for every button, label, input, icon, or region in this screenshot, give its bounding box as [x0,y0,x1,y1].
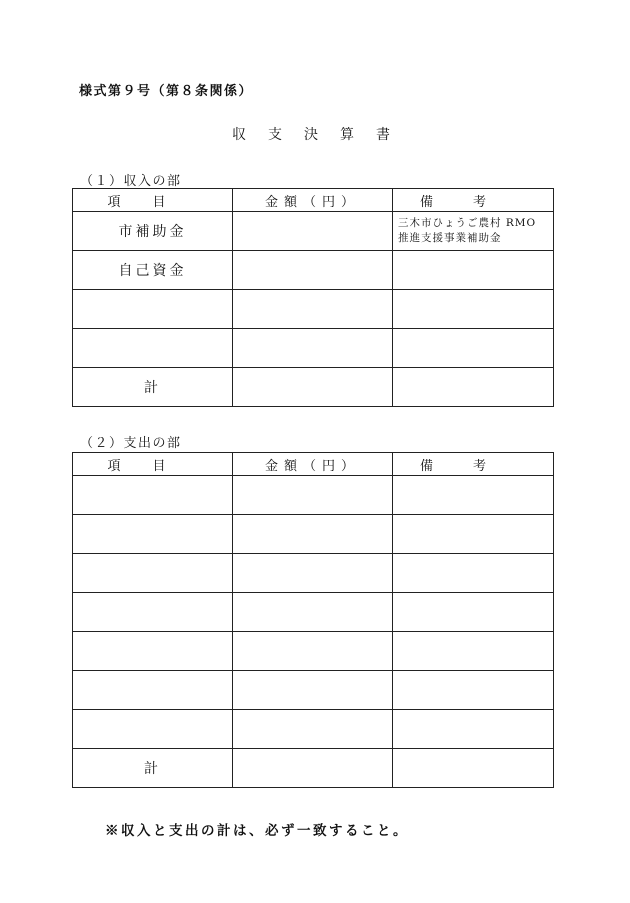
expense-amount-cell[interactable] [233,593,393,632]
income-table [72,188,554,407]
expense-remarks-cell[interactable] [393,554,554,593]
income-total-row [73,368,554,407]
expense-remarks-cell[interactable] [393,632,554,671]
income-header-remarks: 備考 [393,189,554,212]
expense-item-cell[interactable] [73,476,233,515]
income-item-cell[interactable]: 市補助金 [73,212,233,251]
table-row [73,554,554,593]
income-remarks-cell[interactable] [393,251,554,290]
expense-header-amount: 金額（円） [233,453,393,476]
expense-table [72,452,554,788]
table-row [73,632,554,671]
income-total-amount[interactable] [233,368,393,407]
expense-amount-cell[interactable] [233,710,393,749]
income-item-cell[interactable] [73,329,233,368]
income-section-heading: （１）収入の部 [80,174,182,189]
income-remarks-cell[interactable] [393,329,554,368]
remarks-line: 推進支援事業補助金 [398,232,502,244]
income-remarks-cell[interactable] [393,290,554,329]
income-remarks-cell[interactable] [393,212,554,251]
expense-amount-cell[interactable] [233,554,393,593]
expense-header-remarks: 備考 [393,453,554,476]
expense-item-cell[interactable] [73,515,233,554]
table-row [73,329,554,368]
table-row [73,671,554,710]
expense-amount-cell[interactable] [233,632,393,671]
expense-item-cell[interactable] [73,593,233,632]
remarks-line: 三木市ひょうご農村 RMO [398,217,537,229]
income-item-cell[interactable] [73,290,233,329]
table-row [73,593,554,632]
income-amount-cell[interactable] [233,329,393,368]
expense-amount-cell[interactable] [233,476,393,515]
income-amount-cell[interactable] [233,290,393,329]
page-title: 収支決算書 [232,127,412,143]
expense-remarks-cell[interactable] [393,593,554,632]
expense-amount-cell[interactable] [233,671,393,710]
expense-remarks-cell[interactable] [393,671,554,710]
income-total-label: 計 [73,368,233,407]
table-row [73,290,554,329]
income-header-row [73,189,554,212]
expense-item-cell[interactable] [73,671,233,710]
table-row [73,476,554,515]
table-row [73,710,554,749]
expense-item-cell[interactable] [73,554,233,593]
expense-total-amount[interactable] [233,749,393,788]
expense-remarks-cell[interactable] [393,476,554,515]
expense-item-cell[interactable] [73,710,233,749]
form-number: 様式第９号（第８条関係） [79,84,254,99]
expense-remarks-cell[interactable] [393,710,554,749]
expense-remarks-cell[interactable] [393,515,554,554]
income-item-cell[interactable]: 自己資金 [73,251,233,290]
footnote: ※収入と支出の計は、必ず一致すること。 [105,823,409,839]
expense-header-row [73,453,554,476]
income-header-item: 項目 [73,189,233,212]
expense-total-row [73,749,554,788]
expense-total-remarks[interactable] [393,749,554,788]
expense-item-cell[interactable] [73,632,233,671]
income-header-amount: 金額（円） [233,189,393,212]
income-amount-cell[interactable] [233,251,393,290]
table-row [73,212,554,251]
income-amount-cell[interactable] [233,212,393,251]
table-row [73,251,554,290]
expense-total-label: 計 [73,749,233,788]
expense-amount-cell[interactable] [233,515,393,554]
table-row [73,515,554,554]
expense-header-item: 項目 [73,453,233,476]
expense-section-heading: （２）支出の部 [80,436,182,451]
income-total-remarks[interactable] [393,368,554,407]
